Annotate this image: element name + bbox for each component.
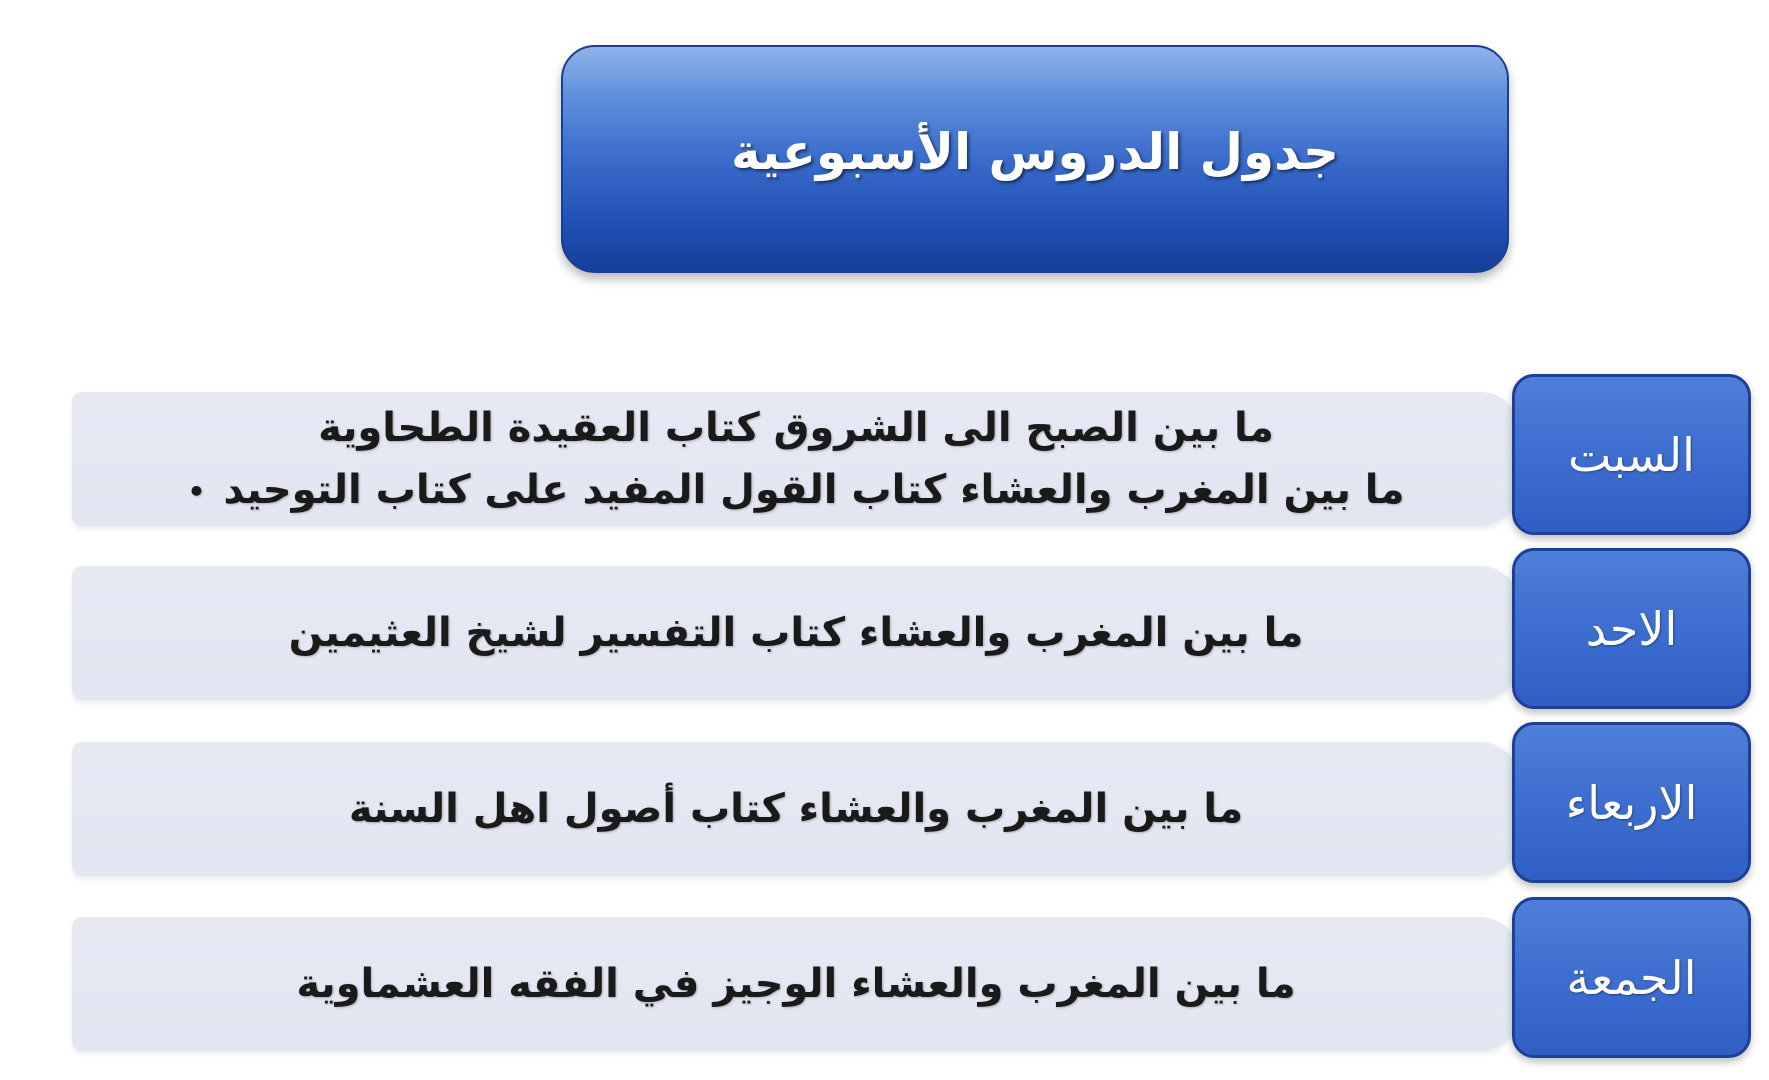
row-line [187,459,1404,521]
day-label: السبت [1568,427,1695,482]
row-content [187,397,1404,521]
row-line: ما بين المغرب والعشاء كتاب التفسير لشيخ العثيمين [288,610,1304,656]
row-line: ما بين الصبح الى الشروق كتاب العقيدة الطحاوية [318,405,1274,451]
day-box-saturday [1512,374,1751,535]
schedule-title-banner [561,45,1509,273]
schedule-row-friday [72,917,1520,1051]
row-content [296,953,1295,1015]
row-line-text: ما بين المغرب والعشاء كتاب القول المفيد على كتاب التوحيد [223,467,1405,513]
day-label: الجمعة [1566,950,1697,1005]
day-box-wednesday [1512,722,1751,883]
schedule-row-wednesday [72,742,1520,876]
day-box-sunday [1512,548,1751,709]
bullet-icon: • [187,475,206,509]
row-line: ما بين المغرب والعشاء الوجيز في الفقه العشماوية [296,961,1296,1007]
day-label: الاربعاء [1565,775,1698,830]
day-box-friday [1512,897,1751,1058]
row-content [289,602,1304,664]
schedule-row-saturday [72,392,1520,526]
row-line: ما بين المغرب والعشاء كتاب أصول اهل السنة [348,786,1244,832]
schedule-row-sunday [72,566,1520,700]
page-title: جدول الدروس الأسبوعية [730,123,1340,181]
day-label: الاحد [1585,601,1678,656]
row-content [349,778,1243,840]
